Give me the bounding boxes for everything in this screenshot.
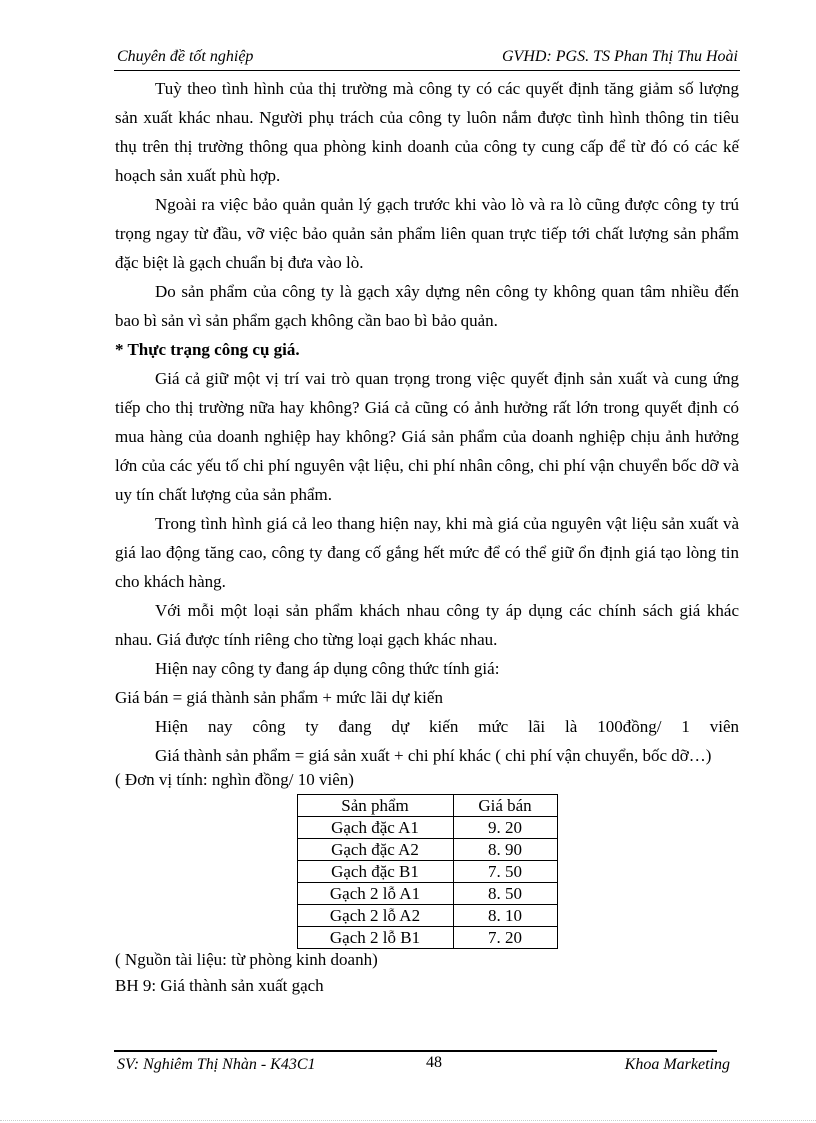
cell-price: 7. 20	[453, 927, 557, 949]
paragraph-2: Ngoài ra việc bảo quản quản lý gạch trước khi vào lò và ra lò cũng được công ty trú trọng ngay từ đầu, vỡ việc bảo quản sản phẩm liên quan trực tiếp tới chất lượng sản phẩm đặc biệt là gạch chuẩn bị đưa vào lò.	[115, 195, 739, 272]
price-table	[297, 794, 558, 949]
table-header-row	[297, 795, 557, 817]
cell-product: Gạch đặc A2	[297, 839, 453, 861]
cell-product: Gạch 2 lỗ A2	[297, 905, 453, 927]
paragraph-8: Hiện nay công ty đang dự kiến mức lãi là 100đồng/ 1 viên	[155, 717, 739, 736]
page-bottom-edge	[0, 1120, 816, 1121]
cell-price: 8. 50	[453, 883, 557, 905]
header-divider	[114, 70, 740, 71]
table-source: ( Nguồn tài liệu: từ phòng kinh doanh)	[115, 950, 378, 969]
table-unit-caption: ( Đơn vị tính: nghìn đồng/ 10 viên)	[115, 770, 354, 789]
table-row	[297, 883, 557, 905]
footer-divider	[114, 1050, 717, 1052]
table-row	[297, 927, 557, 949]
cell-product: Gạch 2 lỗ A1	[297, 883, 453, 905]
column-header-price: Giá bán	[453, 795, 557, 817]
footer-right: Khoa Marketing	[624, 1056, 730, 1073]
table-row	[297, 839, 557, 861]
cell-product: Gạch 2 lỗ B1	[297, 927, 453, 949]
table-row	[297, 905, 557, 927]
cell-price: 9. 20	[453, 817, 557, 839]
header-right: GVHD: PGS. TS Phan Thị Thu Hoài	[501, 48, 738, 65]
paragraph-4: Giá cả giữ một vị trí vai trò quan trọng trong việc quyết định sản xuất và cung ứng tiếp cho thị trường nữa hay không? Giá cả cũng có ảnh hưởng rất lớn trong quyết định có mua hàng của doanh nghiệp hay không? Giá sản phẩm của doanh nghiệp chịu ảnh hưởng lớn của các yếu tố chi phí nguyên vật liệu, chi phí nhân công, chi phí vận chuyển bốc dỡ và uy tín chất lượng của sản phẩm.	[115, 369, 739, 504]
page-number: 48	[426, 1054, 442, 1071]
table-title: BH 9: Giá thành sản xuất gạch	[115, 976, 324, 995]
table-row	[297, 861, 557, 883]
paragraph-6: Với mỗi một loại sản phẩm khách nhau công ty áp dụng các chính sách giá khác nhau. Giá được tính riêng cho từng loại gạch khác nhau.	[115, 601, 739, 649]
page-body	[115, 74, 739, 1001]
cell-price: 7. 50	[453, 861, 557, 883]
cell-price: 8. 10	[453, 905, 557, 927]
paragraph-1: Tuỳ theo tình hình của thị trường mà công ty có các quyết định tăng giảm số lượng sản xuất khác nhau. Người phụ trách của công ty luôn nắm được tình hình thông tin tiêu thụ trên thị trường thông qua phòng kinh doanh của công ty cung cấp để từ đó có các kế hoạch sản xuất phù hợp.	[115, 79, 739, 185]
cell-product: Gạch đặc B1	[297, 861, 453, 883]
price-formula: Giá bán = giá thành sản phẩm + mức lãi dự kiến	[115, 688, 443, 707]
header-left: Chuyên đề tốt nghiệp	[117, 48, 254, 65]
section-heading: * Thực trạng công cụ giá.	[115, 340, 300, 359]
paragraph-7: Hiện nay công ty đang áp dụng công thức tính giá:	[155, 659, 500, 678]
footer-left: SV: Nghiêm Thị Nhàn - K43C1	[117, 1056, 316, 1073]
paragraph-3: Do sản phẩm của công ty là gạch xây dựng nên công ty không quan tâm nhiều đến bao bì sản vì sản phẩm gạch không cần bao bì bảo quản.	[115, 282, 739, 330]
paragraph-5: Trong tình hình giá cả leo thang hiện nay, khi mà giá của nguyên vật liệu sản xuất và giá lao động tăng cao, công ty đang cố gắng hết mức để có thể giữ ổn định giá tạo lòng tin cho khách hàng.	[115, 514, 739, 591]
cell-price: 8. 90	[453, 839, 557, 861]
cell-product: Gạch đặc A1	[297, 817, 453, 839]
table-row	[297, 817, 557, 839]
paragraph-9: Giá thành sản phẩm = giá sản xuất + chi phí khác ( chi phí vận chuyển, bốc dỡ…)	[155, 746, 712, 765]
column-header-product: Sản phẩm	[297, 795, 453, 817]
